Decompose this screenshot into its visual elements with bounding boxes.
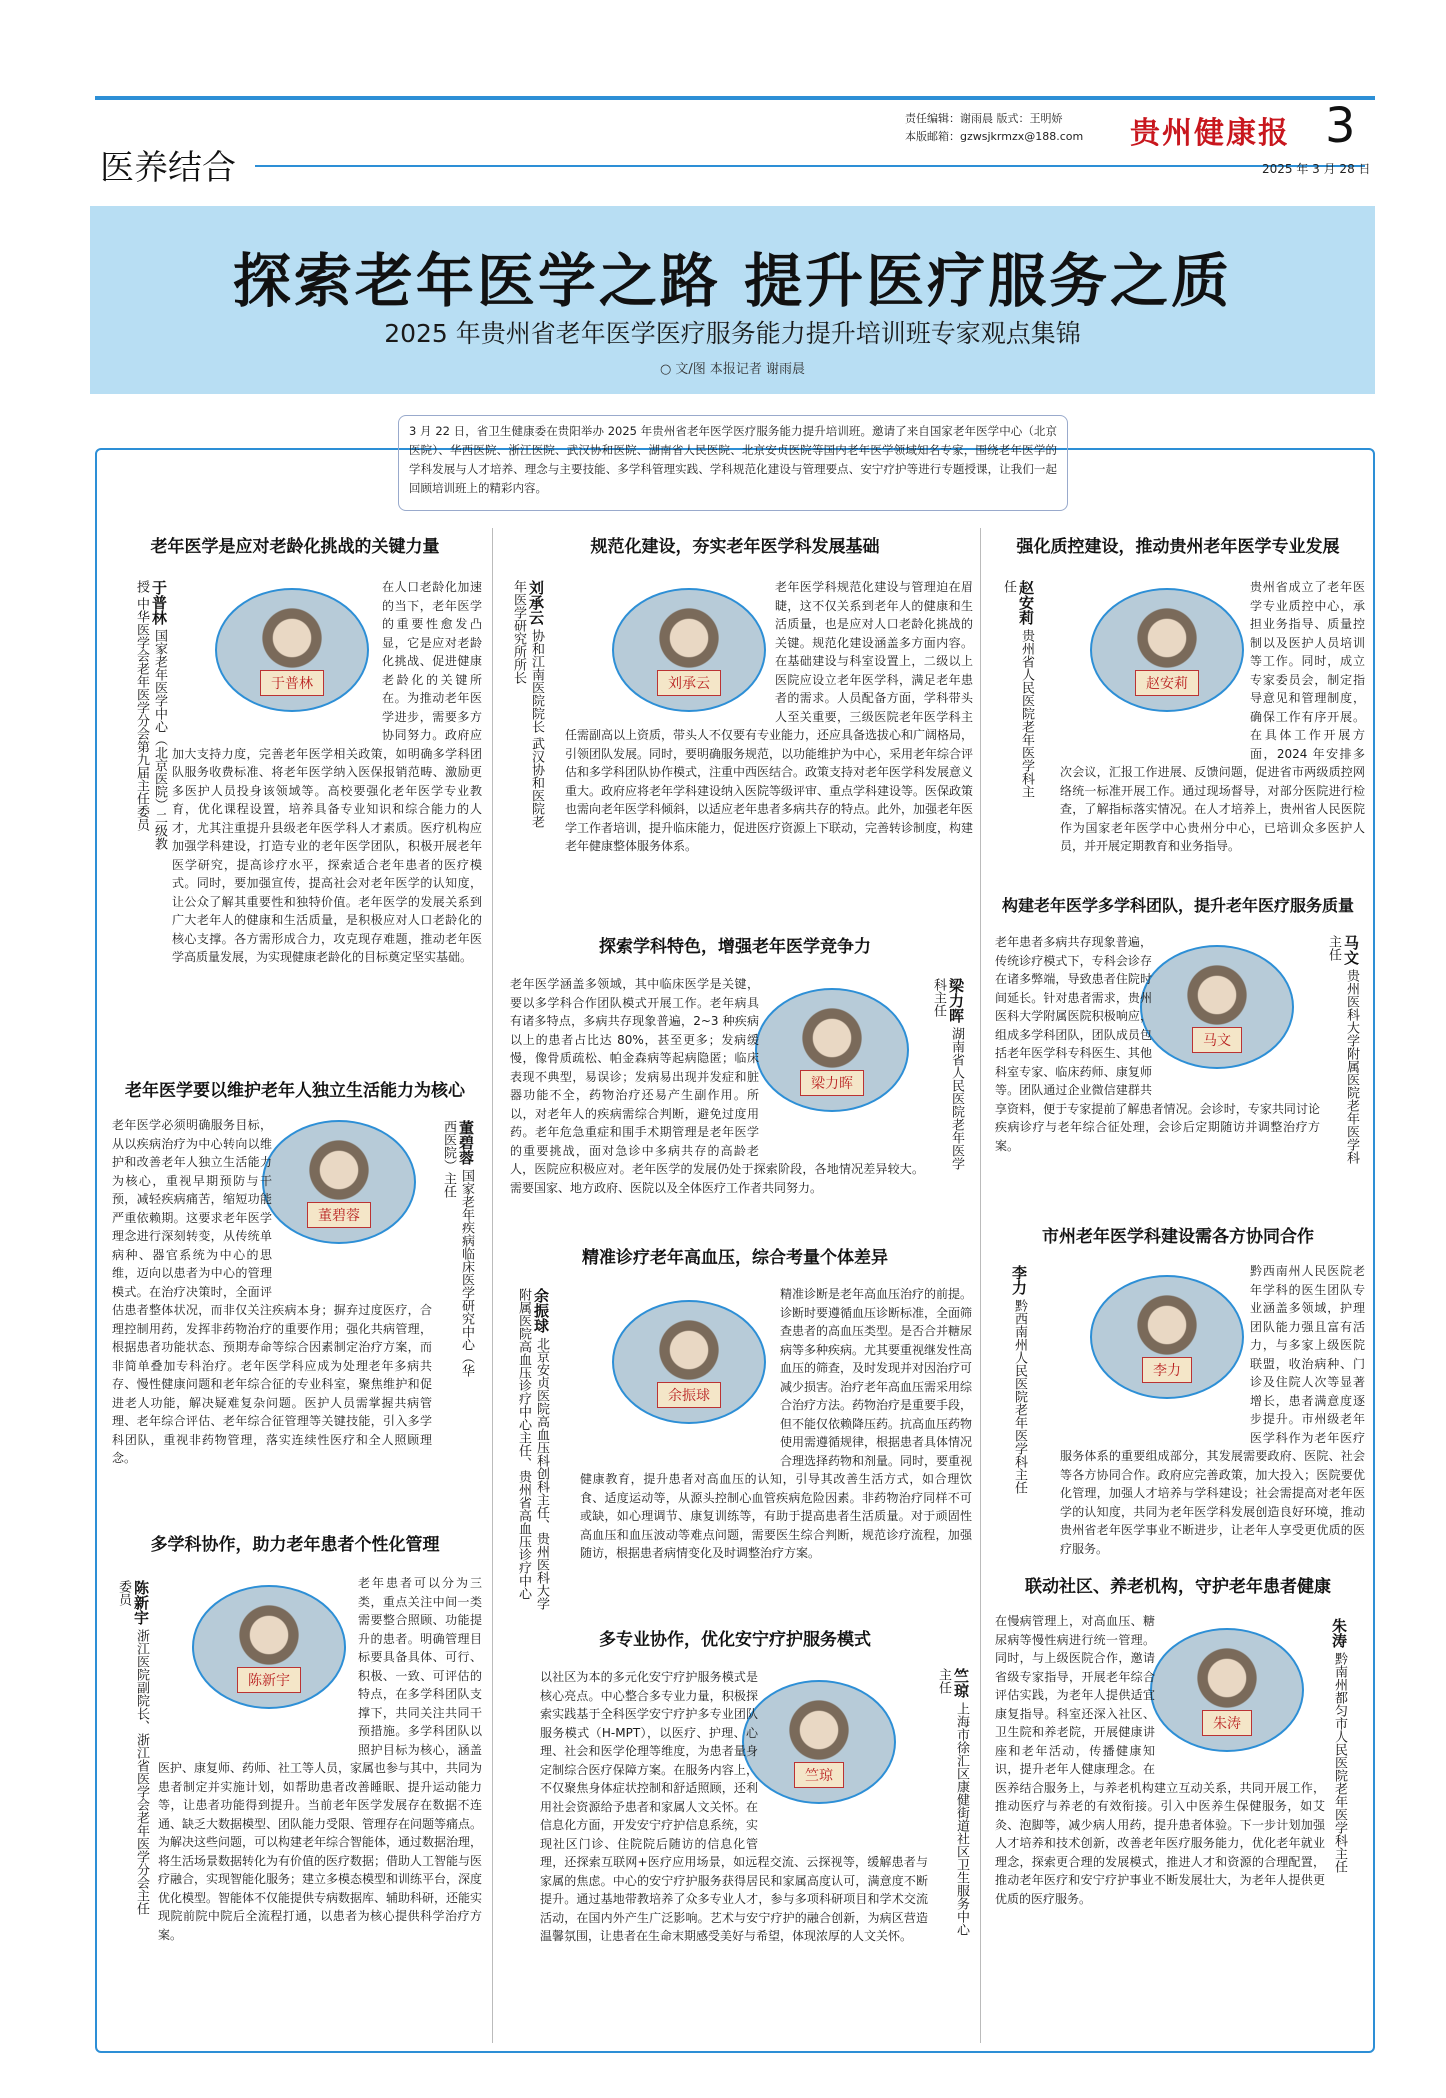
article-text: 老年医学涵盖多领域，其中临床医学是关键，要以多学科合作团队模式开展工作。老年病具有诸多特点，多病共存现象普遍，2~3 种疾病以上的患者占比达 80%，甚至更多；发病缓慢，像骨质疏松、帕金森病等起病隐匿；临床表现不典型，易误诊；发病易出现并发症和脏器功能不全，药物治疗还易产生副作用。所以，对老年人的疾病需综合判断，避免过度用药。老年危急重症和围手术期管理是老年医学的重要挑战，面对急诊中多病共存的高龄老人，医院应积极应对。老年医学的发展仍处于探索阶段，各地情况差异较大。需要国家、地方政府、医院以及全体医疗工作者共同努力。 [510,977,924,1195]
article-text: 老年医学必须明确服务目标，从以疾病治疗为中心转向以维护和改善老年人独立生活能力为核心，重视早期预防与干预，减轻疾病痛苦，缩短功能严重依赖期。这要求老年医学理念进行深刻转变，从传统单病种、器官系统为中心的思维，迈向以患者为中心的管理模式。在治疗决策时，全面评估患者整体状况，而非仅关注疾病本身；摒弃过度医疗，合理控制用药，发挥非药物治疗的重要作用；强化共病管理，根据患者功能状态、预期寿命等综合因素制定治疗方案，而非简单叠加专科治疗。老年医学科应成为处理老年多病共存、慢性健康问题和老年综合征的专业科室，聚焦维护和促进老人功能，解决疑难复杂问题。医护人员需掌握共病管理、老年综合评估、老年综合征管理等关键技能，引入多学科团队，重视非药物管理，落实连续性医疗和全人照顾理念。 [112,1118,432,1465]
expert-name: 于普林 [150,580,168,625]
photo-wrap [172,578,382,728]
expert-name: 竺琼 [952,1668,970,1698]
name-tag: 朱涛 [1202,1710,1252,1736]
photo-wrap [1155,1612,1325,1772]
article-heading: 老年医学是应对老龄化挑战的关键力量 [150,537,440,557]
expert-name: 李力 [1010,1265,1028,1295]
column-divider-2 [980,528,981,2043]
article-text: 精准诊断是老年高血压治疗的前提。诊断时要遵循血压诊断标准，全面筛查患者的高血压类型。是否合并糖尿病等多种疾病。尤其要重视继发性高血压的筛查，及时发现并对因治疗可减少损害。治疗老年高血压需采用综合治疗方法。药物治疗是重要手段，但不能仅依赖降压药。抗高血压药物使用需遵循规律，根据患者具体情况合理选择药物和剂量。同时，要重视健康教育，提升患者对高血压的认知，引导其改善生活方式，如合理饮食、适度运动等，从源头控制心血管疾病危险因素。非药物治疗同样不可或缺，如心理调节、康复训练等，有助于提高患者生活质量。对于顽固性高血压和血压波动等难点问题，需要医生综合判断，规范诊疗流程，加强随访，根据患者病情变化及时调整治疗方案。 [580,1287,972,1560]
issue-date: 2025 年 3 月 28 日 [1262,162,1371,176]
article-text: 老年患者可以分为三类，重点关注中间一类需要整合照顾、功能提升的患者。明确管理目标要具备具体、可行、积极、一致、可评估的特点，在多学科团队支撑下，共同关注共同干预措施。多学科团队以照护目标为核心，涵盖医护、康复师、药师、社工等人员，家属也参与其中，共同为患者制定并实施计划，如帮助患者改善睡眠、提升运动能力等，让患者功能得到提升。当前老年医学发展存在数据不连通、缺乏大数据模型、团队能力受限、管理存在问题等痛点。为解决这些问题，可以构建老年综合智能体，通过数据治理，将生活场景数据转化为有价值的医疗数据；借助人工智能与医疗融合，实现智能化服务；建立多模态模型和训练平台，深度优化模型。智能体不仅能提供专病数据库、辅助科研，还能实现院前院中院后全流程打通，以患者为核心提供科学治疗方案。 [158,1576,482,1942]
article-heading: 老年医学要以维护老年人独立生活能力为核心 [125,1081,465,1101]
expert-info [930,978,965,1178]
name-tag: 董碧蓉 [307,1202,371,1228]
photo-wrap [580,1285,780,1455]
expert-title: 国家老年疾病临床医学研究中心（华西医院）主任 [441,1120,474,1378]
article-body [1060,1262,1365,1562]
article-text: 老年医学科规范化建设与管理迫在眉睫，这不仅关系到老年人的健康和生活质量，也是应对人口老龄化挑战的关键。规范化建设涵盖多方面内容。在基础建设与科室设置上，二级以上医院应设立老年医学科，满足老年患者的需求。人员配备方面，学科带头人至关重要，三级医院老年医学科主任需副高以上资质，带头人不仅要有专业能力，还应具备选拔心和广阔格局，引领团队发展。同时，要明确服务规范，以功能维护为中心，采用老年综合评估和多学科团队协作模式，注重中西医结合。政策支持对老年医学科发展意义重大。政府应将老年学科建设纳入医院等级评审、重点学科建设等。医保政策也需向老年医学科倾斜，以适应老年患者多病共存的特点。此外，加强老年医学工作者培训，提升临床能力，促进医疗资源上下联动，完善转诊制度，构建老年健康整体服务体系。 [565,580,973,853]
article-heading: 强化质控建设，推动贵州老年医学专业发展 [1016,537,1340,557]
expert-info [1000,580,1035,810]
article-body [565,578,973,898]
article-heading: 联动社区、养老机构，守护老年患者健康 [1025,1577,1331,1597]
expert-name: 马文 [1342,935,1360,965]
name-tag: 刘承云 [657,670,721,696]
editor-credit: 责任编辑：谢雨晨 版式：王明娇 [905,112,1063,125]
expert-info [133,580,168,860]
photo-wrap [565,578,775,726]
expert-title: 上海市徐汇区康健街道社区卫生服务中心主任 [936,1668,969,1937]
article-text: 老年患者多病共存现象普遍，传统诊疗模式下，专科会诊存在诸多弊端，导致患者住院时间延长。针对患者需求，贵州医科大学附属医院积极响应，组成多学科团队，团队成员包括老年医学科专科医生、其他科室专家、临床药师、康复师等。团队通过企业微信建群共享资料，便于专家提前了解患者情况。会诊时，专家共同讨论疾病诊疗与老年综合征处理，会诊后定期随访并调整治疗方案。 [995,935,1320,1153]
photo-wrap [758,1668,928,1838]
article-body [995,1612,1325,2042]
intro-box: 3 月 22 日，省卫生健康委在贵阳举办 2025 年贵州省老年医学医疗服务能力提升培训班。邀请了来自国家老年医学中心（北京医院）、华西医院、浙江医院、武汉协和医院、湖南省人民医院、北京安贞医院等国内老年医学领域知名专家，围绕老年医学的学科发展与人才培养、理念与主要技能、多学科管理实践、学科规范化建设与管理要点、安宁疗护等进行专题授课，让我们一起回顾培训班上的精彩内容。 [398,415,1068,511]
photo-wrap [1152,933,1320,1098]
article-body [112,1116,432,1514]
photo-wrap [158,1574,358,1749]
email-credit: 本版邮箱：gzwsjkrmzx@188.com [905,130,1084,143]
photo-wrap [1060,1262,1250,1432]
article-body [1060,578,1365,878]
expert-info [1330,1618,1348,1878]
expert-name: 梁力晖 [947,978,965,1023]
article-heading: 规范化建设，夯实老年医学科发展基础 [590,537,880,557]
expert-info [510,580,545,840]
article-text: 以社区为本的多元化安宁疗护服务模式是核心亮点。中心整合多专业力量，积极探索实践基于全科医学安宁疗护多专业团队服务模式（H-MPT），以医疗、护理、心理、社会和医学伦理等维度，为患者量身定制综合医疗保障方案。在服务内容上，不仅聚焦身体症状控制和舒适照顾，还利用社会资源给予患者和家属人文关怀。在信息化方面，开发安宁疗护信息系统，实现社区门诊、住院院后随访的信息化管理，还探索互联网+医疗应用场景，如远程交流、云探视等，缓解患者与家属的焦虑。中心的安宁疗护服务获得居民和家属高度认可，满意度不断提升。通过基地带教培养了众多专业人才，参与多项科研项目和学术交流活动，在国内外产生广泛影响。艺术与安宁疗护的融合创新，为病区营造温馨氛围，让患者在生命末期感受美好与希望，体现浓厚的人文关怀。 [540,1670,928,1943]
expert-info [1010,1265,1028,1495]
expert-name: 刘承云 [527,580,545,625]
article-body [158,1574,482,2042]
headline-banner [90,206,1375,394]
expert-title: 贵州医科大学附属医院老年医学科主任 [1326,935,1359,1165]
name-tag: 竺琼 [794,1762,844,1788]
article-body [172,578,482,1100]
header-rule [95,96,1375,100]
byline: ○ 文/图 本报记者 谢雨晨 [659,362,806,377]
expert-title: 国家老年医学中心（北京医院）二级教授 中华医学会老年医学分会第九届主任委员 [134,580,167,851]
section-rule [255,165,1365,167]
article-body [540,1668,928,2042]
name-tag: 李力 [1142,1357,1192,1383]
brand-logo: 贵州健康报 [1130,116,1290,151]
article-text: 贵州省成立了老年医学专业质控中心，承担业务指导、质量控制以及医护人员培训等工作。同时，成立专家委员会，制定指导意见和管理制度，确保工作有序开展。在具体工作开展方面，2024 年安排多次会议，汇报工作进展、反馈问题，促进省市两级质控网络统一标准开展工作。通过现场督导，对部分医院进行检查，了解指标落实情况。在人才培养上，贵州省人民医院作为国家老年医学中心贵州分中心，已培训众多医护人员，并开展定期教育和业务指导。 [1060,580,1365,853]
name-tag: 梁力晖 [800,1070,864,1096]
article-heading: 探索学科特色，增强老年医学竞争力 [599,937,871,957]
name-tag: 陈新宇 [237,1667,301,1693]
section-title: 医养结合 [100,148,236,188]
article-body [510,975,924,1245]
expert-info [1325,935,1360,1165]
expert-name: 陈新宇 [132,1580,150,1625]
article-heading: 市州老年医学科建设需各方协同合作 [1042,1227,1314,1247]
name-tag: 赵安莉 [1135,670,1199,696]
expert-title: 湖南省人民医院老年医学科主任 [931,978,964,1171]
name-tag: 余振球 [657,1382,721,1408]
photo-wrap [272,1116,432,1291]
expert-title: 北京安贞医院高血压科创科主任、贵州医科大学附属医院高血压诊疗中心主任、贵州省高血压诊疗中心 [516,1288,549,1611]
photo-wrap [759,975,924,1145]
article-text: 黔西南州人民医院老年学科的医生团队专业涵盖多领域，护理团队能力强且富有活力，与多家上级医院联盟，收治病种、门诊及住院人次等显著增长，患者满意度逐步提升。市州级老年医学科作为老年医疗服务体系的重要组成部分，其发展需要政府、医院、社会等各方协同合作。政府应完善政策，加大投入；医院要优化管理，加强人才培养与学科建设；社会需提高对老年医学的认知度，共同为老年医学科发展创造良好环境，推动贵州省老年医学事业不断进步，让老年人享受更优质的医疗服务。 [1060,1264,1365,1556]
expert-info [440,1120,475,1380]
article-heading: 多专业协作，优化安宁疗护服务模式 [599,1630,871,1650]
article-heading: 多学科协作，助力老年患者个性化管理 [150,1535,440,1555]
expert-title: 浙江医院副院长、浙江省医学会老年医学分会主任委员 [116,1580,149,1916]
page-number: 3 [1325,98,1356,154]
article-heading: 构建老年医学多学科团队，提升老年医疗服务质量 [1001,896,1354,915]
article-body [995,933,1320,1223]
sub-headline: 2025 年贵州省老年医学医疗服务能力提升培训班专家观点集锦 [384,319,1081,348]
article-heading: 精准诊疗老年高血压，综合考量个体差异 [582,1248,888,1268]
expert-title: 贵州省人民医院老年医学科主任 [1001,580,1034,799]
main-headline: 探索老年医学之路 提升医疗服务之质 [232,247,1233,315]
expert-title: 黔西南州人民医院老年医学科主任 [1012,1299,1027,1495]
expert-info [115,1580,150,1920]
name-tag: 于普林 [260,670,324,696]
expert-title: 黔南州都匀市人民医院老年医学科主任 [1332,1652,1347,1874]
column-divider-1 [492,528,493,2043]
article-text: 在慢病管理上，对高血压、糖尿病等慢性病进行统一管理。同时，与上级医院合作，邀请省级专家指导，开展老年综合评估实践，为老年人提供适宜康复指导。科室还深入社区、卫生院和养老院，开展健康讲座和老年活动，传播健康知识，提升老年人健康理念。在医养结合服务上，与养老机构建立互动关系，共同开展工作，推动医疗与养老的有效衔接。引入中医养生保健服务，如艾灸、泡脚等，减少病人用药，提升患者体验。下一步计划加强人才培养和技术创新，改善老年医疗服务能力，优化老年就业理念，探索更合理的发展模式，推进人才和资源的合理配置，推动老年医疗和安宁疗护事业不断发展壮大，为老年人提供更优质的医疗服务。 [995,1614,1325,1906]
expert-name: 赵安莉 [1017,580,1035,625]
expert-name: 董碧蓉 [457,1120,475,1165]
name-tag: 马文 [1192,1027,1242,1053]
photo-wrap [1060,578,1250,748]
expert-title: 协和江南医院院长 武汉协和医院老年医学研究所所长 [511,580,544,829]
expert-name: 余振球 [532,1288,550,1333]
expert-name: 朱涛 [1330,1618,1348,1648]
expert-info [515,1288,550,1618]
article-body [580,1285,972,1615]
article-text: 在人口老龄化加速的当下，老年医学的重要性愈发凸显，它是应对老龄化挑战、促进健康老龄化的关键所在。为推动老年医学进步，需要多方协同努力。政府应加大支持力度，完善老年医学相关政策，如明确多学科团队服务收费标准、将老年医学纳入医保报销范畴、激励更多医护人员投身该领域等。高校要强化老年医学专业教育，优化课程设置，培养具备专业知识和综合能力的人才，尤其注重提升县级老年医学科人才素质。医疗机构应加强学科建设，打造专业的老年医学团队，积极开展老年医学研究，提高诊疗水平，探索适合老年患者的医疗模式。同时，要加强宣传，提高社会对老年医学的认知度，让公众了解其重要性和独特价值。老年医学的发展关系到广大老年人的健康和生活质量，是积极应对人口老龄化的核心支撑。各方需形成合力，攻克现存难题，推动老年医学高质量发展，为实现健康老龄化的目标奠定坚实基础。 [172,580,482,964]
expert-info [935,1668,970,1948]
